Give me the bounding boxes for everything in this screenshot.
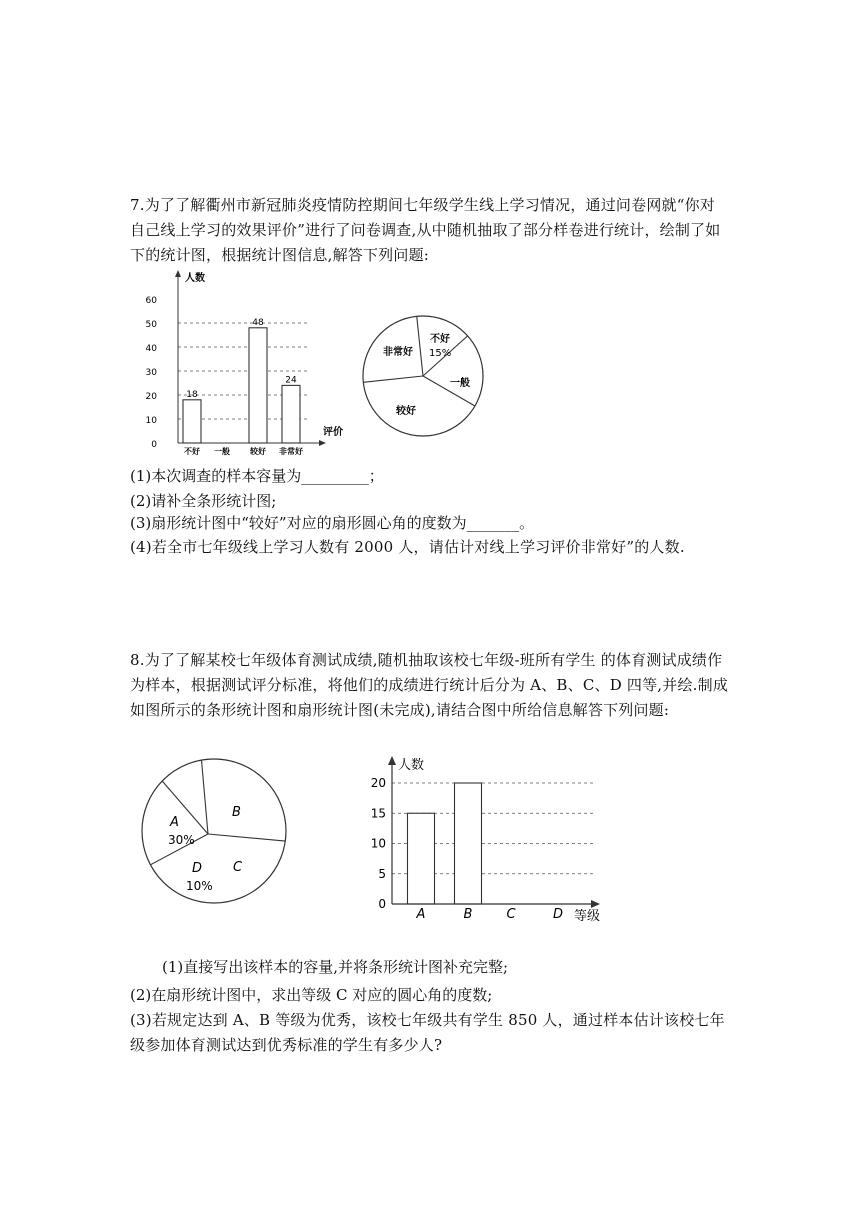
- problem8-q2: (2)在扇形统计图中，求出等级 C 对应的圆心角的度数;: [130, 986, 493, 1004]
- p8bar-category-2: C: [506, 907, 516, 922]
- p7bar-data-label-3: 24: [285, 375, 297, 386]
- problem7-q3: (3)扇形统计图中“较好”对应的扇形圆心角的度数为_______。: [130, 514, 535, 532]
- p8bar-category-0: A: [416, 907, 426, 922]
- p8-pie-label-c: C: [233, 860, 243, 875]
- p7bar-data-label-2: 48: [252, 317, 264, 328]
- p8bar-ytick-label: 10: [370, 836, 386, 851]
- p7bar-ytick-label: 40: [145, 344, 157, 354]
- p8-bar-xlabel: 等级: [574, 909, 601, 924]
- p7-bar-xlabel: 评价: [323, 427, 343, 438]
- p7-bar-bars: [183, 318, 300, 443]
- p7bar-bar-3: [282, 385, 300, 443]
- p8-bar-chart: [360, 752, 610, 926]
- p8bar-ytick-label: 20: [370, 776, 386, 790]
- p8-bar-y-ticks: [371, 776, 386, 911]
- problem7-intro: 7.为了了解衢州市新冠肺炎疫情防控期间七年级学生线上学习情况，通过问卷网就“你对自己线上学习的效果评价”进行了问卷调查,从中随机抽取了部分样卷进行统计，绘制了如下的统计图，根据统计图信息,解答下列问题:: [130, 196, 721, 264]
- p7bar-category-0: 不好: [184, 447, 200, 456]
- p8-pie-label-d: D: [192, 861, 203, 876]
- p7bar-ytick-label: 50: [145, 320, 157, 330]
- p7bar-category-2: 较好: [250, 447, 266, 456]
- p8bar-ytick-label: 5: [378, 866, 386, 881]
- problem7-q1: (1)本次调查的样本容量为_________；: [130, 467, 384, 485]
- p7-pie-label-bad: 不好: [430, 334, 450, 345]
- p7bar-ytick-label: 20: [145, 392, 157, 402]
- p7-pie-pct-bad: 15%: [429, 348, 452, 359]
- p8bar-ytick-label: 15: [370, 806, 386, 821]
- p7-bar-ylabel: 人数: [185, 273, 205, 284]
- p7bar-ytick-label: 30: [145, 368, 157, 378]
- problem7-q2: (2)请补全条形统计图;: [130, 492, 277, 510]
- p7-pie-label-good: 较好: [396, 406, 416, 417]
- problem7-q4: (4)若全市七年级线上学习人数有 2000 人，请估计对线上学习评价非常好”的人数.: [130, 538, 685, 556]
- p8bar-bar-0: [408, 813, 435, 904]
- p7-bar-categories: [184, 446, 303, 456]
- p7bar-ytick-label: 10: [145, 416, 157, 426]
- p8-pie-chart: [136, 756, 296, 906]
- p7bar-data-label-0: 18: [186, 389, 198, 400]
- p7bar-bar-0: [183, 400, 201, 443]
- p8bar-category-1: B: [463, 907, 473, 922]
- p8-bar-y-arrow: [388, 756, 396, 765]
- p8-bar-x-arrow: [591, 900, 600, 908]
- p8-bar-bars: [408, 783, 482, 904]
- p8-bar-categories: [416, 907, 563, 922]
- p7-pie-chart: [356, 310, 486, 440]
- p7-bar-x-arrow: [319, 440, 326, 446]
- p8bar-category-3: D: [552, 907, 564, 922]
- p8-pie-pct-d: 10%: [186, 879, 213, 893]
- p7bar-category-3: 非常好: [279, 447, 303, 456]
- p8bar-bar-1: [455, 783, 482, 904]
- p8-pie-label-a: A: [170, 815, 179, 830]
- p7-bar-y-arrow: [175, 270, 181, 277]
- p8-bar-ylabel: 人数: [398, 758, 425, 773]
- p8-pie-label-b: B: [232, 805, 241, 820]
- p7bar-ytick-label: 60: [145, 296, 157, 306]
- p8-pie-pct-a: 30%: [168, 833, 195, 847]
- p7bar-ytick-label: 0: [151, 440, 157, 450]
- problem8-q1: (1)直接写出该样本的容量,并将条形统计图补充完整;: [162, 958, 509, 976]
- p7-pie-label-normal: 一般: [450, 378, 470, 389]
- p7-bar-y-ticks: [146, 296, 158, 450]
- p8-pie-circle: [142, 759, 286, 903]
- p7-bar-chart: [140, 266, 350, 458]
- p7bar-bar-2: [249, 328, 267, 443]
- p7-pie-label-verygood: 非常好: [383, 347, 413, 358]
- problem8-q3: (3)若规定达到 A、B 等级为优秀，该校七年级共有学生 850 人，通过样本估计该校七年级参加体育测试达到优秀标准的学生有多少人?: [130, 1011, 725, 1054]
- problem8-intro: 8.为了了解某校七年级体育测试成绩,随机抽取该校七年级-班所有学生 的体育测试成绩作为样本，根据测试评分标准，将他们的成绩进行统计后分为 A、B、C、D 四等,并绘.制成如图所示的条形统计图和扇形统计图(未完成),请结合图中所给信息解答下列问题:: [130, 651, 729, 719]
- p8bar-ytick-label: 0: [378, 897, 386, 911]
- p7bar-category-1: 一般: [214, 447, 230, 456]
